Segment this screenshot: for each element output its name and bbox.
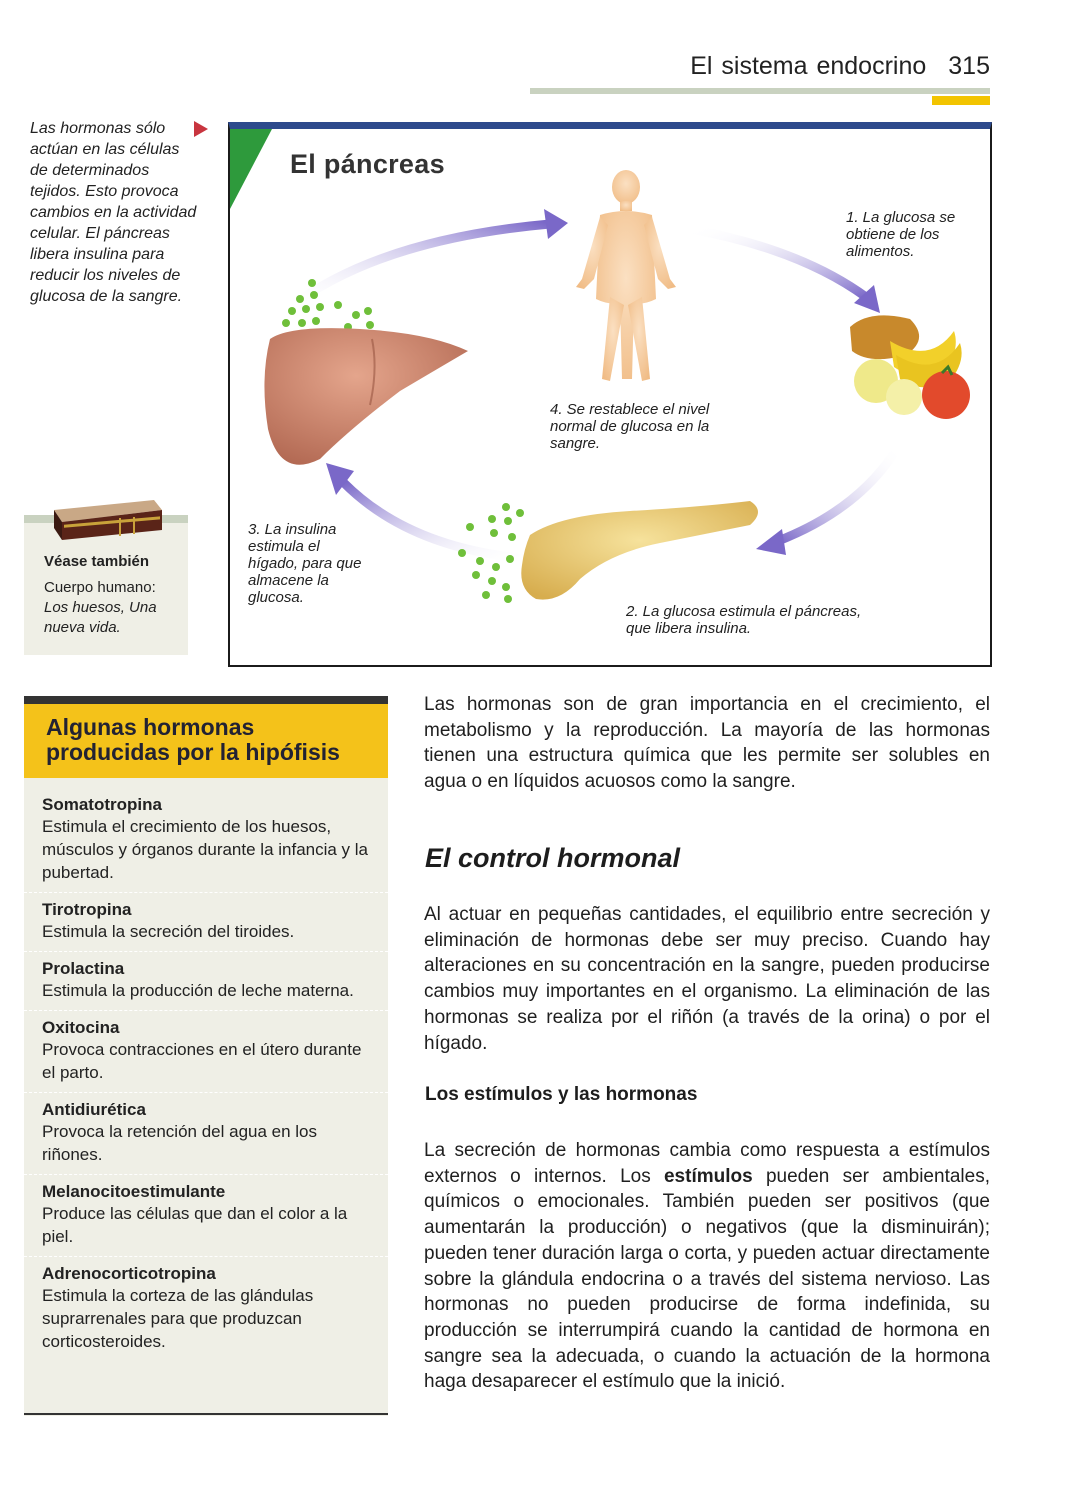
- liver-illustration: [264, 328, 468, 465]
- page-number: 315: [948, 52, 990, 80]
- margin-note: Las hormonas sólo actúan en las células de determinados tejidos. Esto provoca cambios en la actividad celular. El páncreas libera insulina para reducir los niveles de glucosa de la sangre.: [30, 120, 197, 305]
- subsection-title: Los estímulos y las hormonas: [425, 1084, 698, 1105]
- pancreas-diagram: [228, 122, 992, 667]
- hormone-item: [24, 1256, 388, 1361]
- control-paragraph: Al actuar en pequeñas cantidades, el equilibrio entre secreción y eliminación de hormonas debe ser muy preciso. Cuando hay alteraciones en su concentración en la sangre, pueden producirse cambios muy importantes en el organismo. La eliminación de las hormonas se realiza por el riñón (a través de la orina) o por el hígado.: [424, 904, 990, 1054]
- running-head-title: El sistema endocrino: [690, 52, 927, 80]
- step-3-caption: 3. La insulina estimula el hígado, para que almacene la glucosa.: [248, 521, 362, 606]
- intro-paragraph: Las hormonas son de gran importancia en el crecimiento, el metabolismo y la reproducción. La mayoría de las hormonas tienen una estructura química que les permite ser solubles en agua o en líquidos acuosos como la sangre.: [424, 694, 990, 793]
- book-icon: [50, 496, 166, 542]
- header-rule: [530, 88, 990, 94]
- hormone-description: Provoca la retención del agua en los riñones.: [42, 1122, 318, 1164]
- see-also-link[interactable]: Los huesos, Una nueva vida.: [44, 599, 157, 636]
- hormone-item: [24, 1010, 388, 1092]
- hormone-description: Estimula la producción de leche materna.: [42, 981, 354, 1000]
- stimuli-paragraph: [424, 1138, 990, 1395]
- sidebar-bottom-rule: [24, 1413, 388, 1415]
- hormone-description: Provoca contracciones en el útero durante el parto.: [42, 1040, 362, 1082]
- hormone-name: Prolactina: [42, 959, 125, 978]
- sidebar-top-rule: [24, 696, 388, 704]
- hormone-item: [24, 892, 388, 951]
- see-also-title: Véase también: [44, 553, 150, 570]
- arrow-food-to-pancreas: [778, 447, 898, 541]
- hormone-name: Melanocitoestimulante: [42, 1182, 226, 1201]
- human-body-figure: [576, 170, 676, 381]
- arrow-liver-to-body: [290, 224, 550, 307]
- hormone-name: Adrenocorticotropina: [42, 1264, 216, 1283]
- hormone-item: [24, 788, 388, 892]
- diagram-title: El páncreas: [290, 149, 445, 179]
- arrow-head: [756, 529, 786, 555]
- hormone-description: Estimula la secreción del tiroides.: [42, 922, 295, 941]
- section-title: El control hormonal: [425, 843, 681, 873]
- stimuli-text-end: pueden ser ambientales, químicos o emocionales. También pueden ser positivos (que aumentarán la producción) o negativos (que la disminuirán); pueden tener duración larga o corta, y pueden actuar directamente sobre la glándula endocrina o a través del sistema nervioso. Las hormonas no pueden producirse de forma indefinida, su producción se interrumpirá cuando la cantidad de hormona en sangre sea la adecuada, o cuando la actuación de la hormona haga desaparecer el estímulo que la inició.: [424, 1165, 990, 1393]
- hormone-item: [24, 1092, 388, 1174]
- arrow-body-to-food: [690, 229, 866, 297]
- hormone-description: Produce las células que dan el color a la piel.: [42, 1204, 348, 1246]
- running-head: [690, 52, 990, 81]
- see-also-line: Cuerpo humano:: [44, 579, 156, 596]
- hormone-name: Oxitocina: [42, 1018, 120, 1037]
- hormone-item: [24, 1174, 388, 1256]
- arrow-pancreas-to-liver: [344, 483, 530, 559]
- corner-triangle: [230, 129, 272, 209]
- arrow-head: [544, 209, 568, 239]
- hormone-name: Tirotropina: [42, 900, 132, 919]
- stimuli-keyword: estímulos: [663, 1165, 753, 1187]
- hormone-list: [24, 788, 388, 1361]
- step-2-caption: 2. La glucosa estimula el páncreas, que libera insulina.: [626, 603, 862, 637]
- hormone-name: Somatotropina: [42, 795, 162, 814]
- step-1-caption: 1. La glucosa se obtiene de los alimentos.: [846, 209, 956, 260]
- see-also-text: [44, 578, 184, 638]
- hormone-description: Estimula el crecimiento de los huesos, músculos y órganos durante la infancia y la pubertad.: [42, 817, 369, 882]
- stimuli-text-start: La secreción de hormonas cambia como respuesta a estímulos externos o internos. Los: [424, 1140, 990, 1187]
- pointer-arrow-icon: [194, 121, 208, 137]
- pancreas-illustration: [521, 501, 758, 600]
- header-accent-bar: [932, 96, 990, 105]
- step-4-caption: 4. Se restablece el nivel normal de glucosa en la sangre.: [550, 401, 710, 452]
- hormone-name: Antidiurética: [42, 1100, 146, 1119]
- hormone-item: [24, 951, 388, 1010]
- sidebar-title: Algunas hormonas producidas por la hipófisis: [46, 714, 340, 765]
- hormone-description: Estimula la corteza de las glándulas suprarrenales para que produzcan corticosteroides.: [42, 1286, 314, 1351]
- food-illustration: [850, 315, 970, 419]
